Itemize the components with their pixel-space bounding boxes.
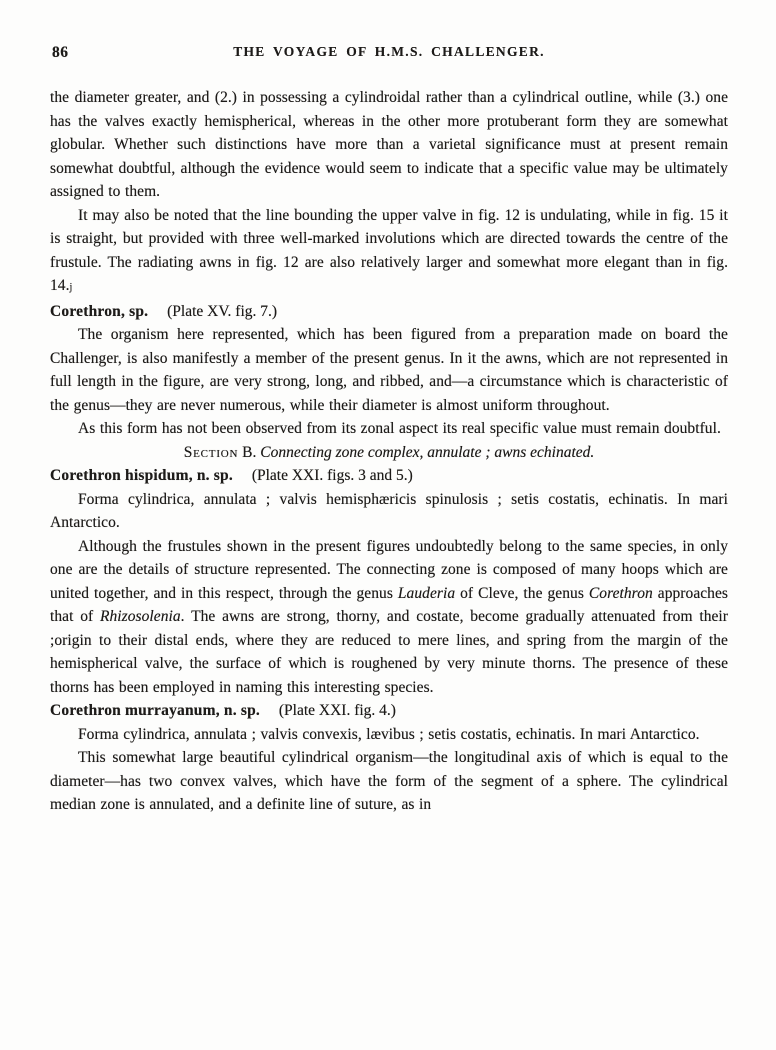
paragraph-fig-note: It may also be noted that the line bounding the upper valve in fig. 12 is undulating, while in fig. 15 it is straight, but provided with three well-marked involutions which are directed towards the centre of the frustule. The radiating awns in fig. 12 are also relatively larger and somewhat more elegant than in fig. 14.j: [50, 206, 728, 294]
plate-reference: (Plate XXI. figs. 3 and 5.): [251, 467, 413, 484]
species-heading-corethron-sp: [50, 300, 728, 324]
paragraph-forma-murrayanum: Forma cylindrica, annulata ; valvis convexis, lævibus ; setis costatis, echinatis. In mari Antarctico.: [78, 725, 700, 743]
paragraph-organism: The organism here represented, which has been figured from a preparation made on board the Challenger, is also manifestly a member of the present genus. In it the awns, which are not represented in full length in the figure, are very strong, long, and ribbed, and—a circumstance which is characteristic of the genus—they are never numerous, while their diameter is almost uniform throughout.: [50, 326, 728, 414]
text-column: [50, 44, 728, 817]
running-header: [50, 44, 728, 62]
plate-reference: (Plate XV. fig. 7.): [167, 302, 278, 320]
section-b-heading: Section B. Connecting zone complex, annulate ; awns echinated.: [183, 443, 595, 461]
plate-reference: (Plate XXI. fig. 4.): [278, 702, 396, 719]
paragraph-zonal-aspect: As this form has not been observed from its zonal aspect its real specific value must remain doubtful.: [78, 420, 721, 437]
paragraph-closing: This somewhat large beautiful cylindrical organism—the longitudinal axis of which is equal to the diameter—has two convex valves, which have the form of the segment of a sphere. The cylindrical median zone is annulated, and a definite line of suture, as in: [50, 749, 728, 813]
paragraph-forma-hispidum: Forma cylindrica, annulata ; valvis hemisphæricis spinulosis ; setis costatis, echinatis. In mari Antarctico.: [50, 490, 728, 531]
species-heading-murrayanum: [50, 699, 728, 723]
paragraph-continuation: the diameter greater, and (2.) in possessing a cylindroidal rather than a cylindrical outline, while (3.) one has the valves exactly hemispherical, whereas in the other more protuberant form they are somewhat globular. Whether such distinctions have more than a varietal significance must at present remain somewhat doubtful, although the evidence would seem to indicate that a specific value may be ultimately assigned to them.: [50, 89, 728, 200]
paragraph-although: Although the frustules shown in the present figures undoubtedly belong to the same species, in only one are the details of structure represented. The connecting zone is composed of many hoops which are united together, and in this respect, through the genus Lauderia of Cleve, the genus Corethron approaches that of Rhizosolenia. The awns are strong, thorny, and costate, become gradually attenuated from their ;origin to their distal ends, where they are reduced to mere lines, and spring from the margin of the hemispherical valve, the surface of which is roughened by very minute thorns. The presence of these thorns has been employed in naming this interesting species.: [50, 537, 728, 696]
species-name: Corethron murrayanum, n. sp.: [50, 702, 260, 719]
page-number: 86: [52, 44, 69, 61]
species-name: Corethron, sp.: [50, 302, 149, 320]
running-title: THE VOYAGE OF H.M.S. CHALLENGER.: [233, 44, 545, 59]
species-heading-hispidum: [50, 464, 728, 488]
species-name: Corethron hispidum, n. sp.: [50, 467, 233, 484]
